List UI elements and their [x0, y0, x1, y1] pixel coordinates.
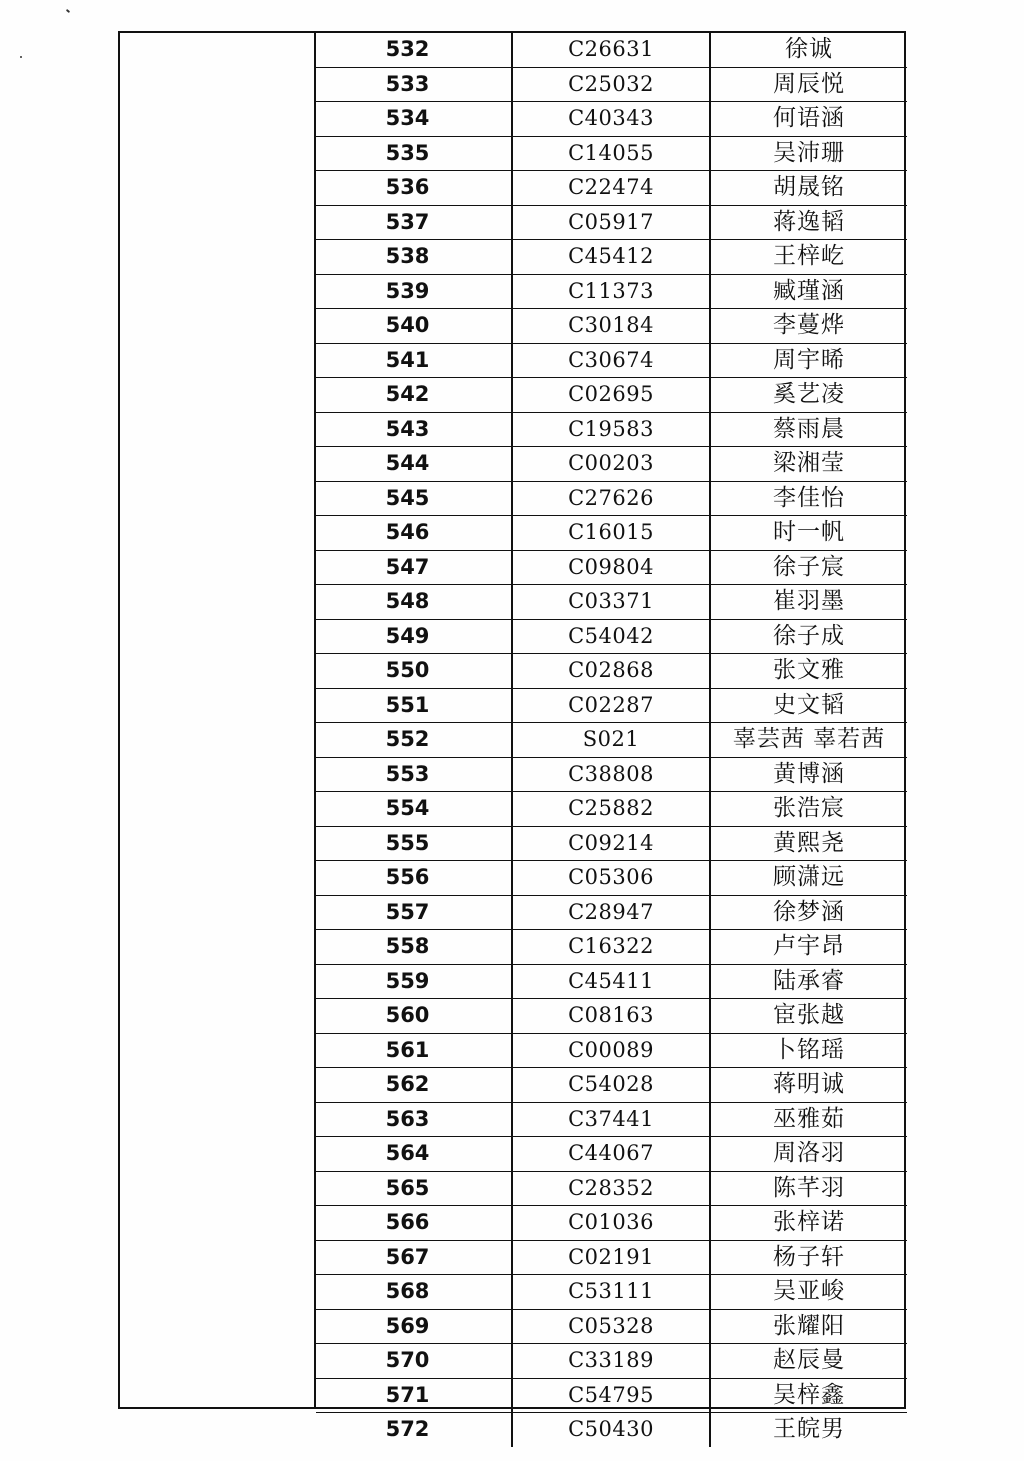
person-name-cell: 陈芊羽 — [710, 1171, 907, 1206]
person-name-cell: 史文韬 — [710, 688, 907, 723]
row-number-cell: 548 — [316, 585, 512, 620]
table-row — [316, 964, 907, 999]
person-name-cell: 周辰悦 — [710, 67, 907, 102]
table-row — [316, 378, 907, 413]
row-number-cell: 536 — [316, 171, 512, 206]
id-code-cell: C16322 — [512, 930, 710, 965]
row-number-cell: 571 — [316, 1378, 512, 1413]
row-number-cell: 562 — [316, 1068, 512, 1103]
id-code-cell: C00089 — [512, 1033, 710, 1068]
id-code-cell: C30184 — [512, 309, 710, 344]
table-row — [316, 550, 907, 585]
row-number-cell: 532 — [316, 33, 512, 67]
person-name-cell: 臧瑾涵 — [710, 274, 907, 309]
person-name-cell: 巫雅茹 — [710, 1102, 907, 1137]
id-code-cell: C08163 — [512, 999, 710, 1034]
id-code-cell: C05328 — [512, 1309, 710, 1344]
roster-table-body — [316, 33, 907, 1447]
table-row — [316, 205, 907, 240]
row-number-cell: 570 — [316, 1344, 512, 1379]
row-number-cell: 553 — [316, 757, 512, 792]
table-row — [316, 895, 907, 930]
table-row — [316, 447, 907, 482]
row-number-cell: 549 — [316, 619, 512, 654]
table-row — [316, 171, 907, 206]
row-number-cell: 560 — [316, 999, 512, 1034]
id-code-cell: C33189 — [512, 1344, 710, 1379]
person-name-cell: 徐子宸 — [710, 550, 907, 585]
person-name-cell: 王皖男 — [773, 1416, 845, 1443]
table-row — [316, 1102, 907, 1137]
id-code-cell: C27626 — [512, 481, 710, 516]
row-number-cell: 542 — [316, 378, 512, 413]
person-name-cell: 辜芸茜 辜若茜 — [710, 723, 907, 758]
id-code-cell: C22474 — [512, 171, 710, 206]
person-name-cell: 陆承睿 — [710, 964, 907, 999]
row-number-cell: 546 — [316, 516, 512, 551]
table-row — [316, 274, 907, 309]
person-name-cell: 卢宇昂 — [710, 930, 907, 965]
row-number-cell: 554 — [316, 792, 512, 827]
row-number-cell: 552 — [316, 723, 512, 758]
id-code-cell: C45412 — [512, 240, 710, 275]
table-row — [316, 723, 907, 758]
row-number-cell: 556 — [316, 861, 512, 896]
person-name-cell: 梁湘莹 — [710, 447, 907, 482]
person-name-cell: 崔羽墨 — [710, 585, 907, 620]
table-row — [316, 1171, 907, 1206]
id-code-cell: C28352 — [512, 1171, 710, 1206]
table-row — [316, 861, 907, 896]
person-name-cell: 奚艺凌 — [710, 378, 907, 413]
id-code-cell: C50430 — [512, 1413, 710, 1447]
row-number-cell: 538 — [316, 240, 512, 275]
id-code-cell: C38808 — [512, 757, 710, 792]
row-number-cell: 535 — [316, 136, 512, 171]
person-name-cell: 赵辰曼 — [710, 1344, 907, 1379]
id-code-cell: C05306 — [512, 861, 710, 896]
row-number-cell: 540 — [316, 309, 512, 344]
row-number-cell: 537 — [316, 205, 512, 240]
table-row — [316, 33, 907, 67]
table-row — [316, 1137, 907, 1172]
row-number-cell: 555 — [316, 826, 512, 861]
person-name-cell: 何语涵 — [710, 102, 907, 137]
id-code-cell: C28947 — [512, 895, 710, 930]
person-name-cell: 李佳怡 — [710, 481, 907, 516]
id-code-cell: C25032 — [512, 67, 710, 102]
person-name-cell: 吴梓鑫 — [710, 1378, 907, 1413]
scan-speck — [66, 9, 70, 13]
table-row — [316, 412, 907, 447]
row-number-cell: 544 — [316, 447, 512, 482]
table-row — [316, 688, 907, 723]
id-code-cell: C19583 — [512, 412, 710, 447]
person-name-cell: 蒋逸韬 — [710, 205, 907, 240]
id-code-cell: C01036 — [512, 1206, 710, 1241]
id-code-cell: C03371 — [512, 585, 710, 620]
id-code-cell: C40343 — [512, 102, 710, 137]
row-number-cell: 545 — [316, 481, 512, 516]
id-code-cell: C02191 — [512, 1240, 710, 1275]
row-number-cell: 567 — [316, 1240, 512, 1275]
table-row — [316, 1413, 907, 1447]
table-row — [316, 826, 907, 861]
person-name-cell: 黄熙尧 — [710, 826, 907, 861]
table-row — [316, 102, 907, 137]
person-name-cell: 王梓屹 — [710, 240, 907, 275]
table-row — [316, 240, 907, 275]
id-code-cell: C16015 — [512, 516, 710, 551]
table-row — [316, 792, 907, 827]
id-code-cell: C11373 — [512, 274, 710, 309]
person-name-cell: 吴沛珊 — [710, 136, 907, 171]
id-code-cell: C02868 — [512, 654, 710, 689]
row-number-cell: 541 — [316, 343, 512, 378]
id-code-cell: C25882 — [512, 792, 710, 827]
table-row — [316, 930, 907, 965]
row-number-cell: 572 — [316, 1413, 512, 1447]
id-code-cell: C00203 — [512, 447, 710, 482]
id-code-cell: C14055 — [512, 136, 710, 171]
id-code-cell: C26631 — [512, 33, 710, 67]
table-row — [316, 481, 907, 516]
id-code-cell: C54028 — [512, 1068, 710, 1103]
person-name-cell: 吴亚峻 — [710, 1275, 907, 1310]
roster-table-frame — [118, 31, 906, 1443]
person-name-cell: 时一帆 — [710, 516, 907, 551]
id-code-cell: C45411 — [512, 964, 710, 999]
person-name-cell: 黄博涵 — [710, 757, 907, 792]
person-name-cell: 蔡雨晨 — [710, 412, 907, 447]
id-code-cell: C02695 — [512, 378, 710, 413]
row-number-cell: 561 — [316, 1033, 512, 1068]
person-name-cell: 张浩宸 — [710, 792, 907, 827]
table-row — [316, 1378, 907, 1413]
row-number-cell: 566 — [316, 1206, 512, 1241]
person-name-cell: 徐梦涵 — [710, 895, 907, 930]
person-name-cell: 周宇晞 — [710, 343, 907, 378]
table-row — [316, 1240, 907, 1275]
merged-left-column — [120, 33, 316, 1407]
person-name-cell: 蒋明诚 — [710, 1068, 907, 1103]
table-row — [316, 1344, 907, 1379]
row-number-cell: 565 — [316, 1171, 512, 1206]
table-row — [316, 585, 907, 620]
table-row — [316, 1275, 907, 1310]
table-row — [316, 999, 907, 1034]
row-number-cell: 558 — [316, 930, 512, 965]
person-name-cell: 张文雅 — [710, 654, 907, 689]
person-name-cell: 张耀阳 — [710, 1309, 907, 1344]
id-code-cell: C09214 — [512, 826, 710, 861]
row-number-cell: 539 — [316, 274, 512, 309]
scan-speck — [20, 56, 22, 58]
person-name-cell: 周洛羽 — [710, 1137, 907, 1172]
id-code-cell: C37441 — [512, 1102, 710, 1137]
table-row — [316, 516, 907, 551]
table-row — [316, 654, 907, 689]
person-name-cell: 卜铭瑶 — [710, 1033, 907, 1068]
id-code-cell: C09804 — [512, 550, 710, 585]
row-number-cell: 551 — [316, 688, 512, 723]
id-code-cell: C53111 — [512, 1275, 710, 1310]
person-name-cell: 宦张越 — [710, 999, 907, 1034]
table-row — [316, 619, 907, 654]
row-number-cell: 547 — [316, 550, 512, 585]
row-number-cell: 534 — [316, 102, 512, 137]
row-number-cell: 557 — [316, 895, 512, 930]
table-row — [316, 757, 907, 792]
person-name-cell: 胡晟铭 — [710, 171, 907, 206]
id-code-cell: C30674 — [512, 343, 710, 378]
id-code-cell: S021 — [512, 723, 710, 758]
person-name-cell: 徐诚 — [710, 33, 907, 67]
row-number-cell: 559 — [316, 964, 512, 999]
person-name-cell: 张梓诺 — [710, 1206, 907, 1241]
id-code-cell: C54042 — [512, 619, 710, 654]
table-row — [316, 1206, 907, 1241]
row-number-cell: 569 — [316, 1309, 512, 1344]
table-row — [316, 136, 907, 171]
table-row — [316, 67, 907, 102]
row-number-cell: 543 — [316, 412, 512, 447]
table-row — [316, 343, 907, 378]
table-row — [316, 309, 907, 344]
id-code-cell: C54795 — [512, 1378, 710, 1413]
person-name-cell: 顾潇远 — [710, 861, 907, 896]
person-name-cell: 杨子轩 — [710, 1240, 907, 1275]
table-row — [316, 1309, 907, 1344]
row-number-cell: 533 — [316, 67, 512, 102]
id-code-cell: C02287 — [512, 688, 710, 723]
row-number-cell: 563 — [316, 1102, 512, 1137]
table-row — [316, 1068, 907, 1103]
person-name-cell: 李蔓烨 — [710, 309, 907, 344]
row-number-cell: 564 — [316, 1137, 512, 1172]
table-row — [316, 1033, 907, 1068]
row-number-cell: 568 — [316, 1275, 512, 1310]
person-name-cell: 徐子成 — [710, 619, 907, 654]
roster-table — [316, 33, 907, 1447]
id-code-cell: C05917 — [512, 205, 710, 240]
id-code-cell: C44067 — [512, 1137, 710, 1172]
row-number-cell: 550 — [316, 654, 512, 689]
